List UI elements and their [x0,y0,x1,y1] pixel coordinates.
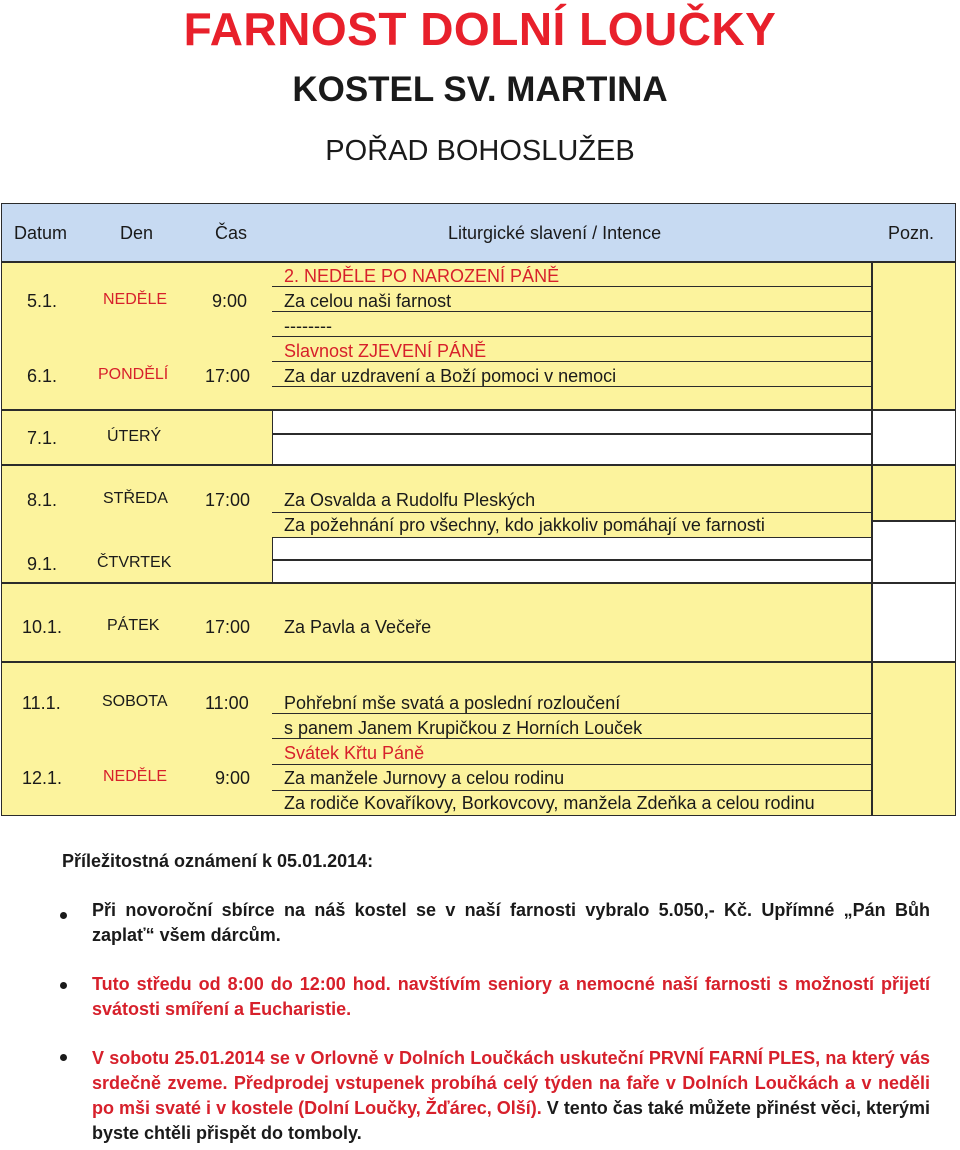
intention-line: Za požehnání pro všechny, kdo jakkoliv pomáhají ve farnosti [284,515,765,535]
time-cell: 17:00 [205,617,251,637]
announcement-item [92,1046,930,1146]
intention-empty-7a [272,410,872,434]
line-rule [272,286,872,287]
intention-empty-7b [272,434,872,465]
date-cell: 11.1. [22,693,61,713]
day-cell: PÁTEK [107,617,160,634]
bullet-icon [60,1054,67,1061]
date-cell: 6.1. [27,366,58,386]
day-cell: NEDĚLE [103,291,168,308]
notes-cell-7 [872,410,956,465]
feast-title: Svátek Křtu Páně [284,743,425,763]
announcement-text-red: V sobotu 25.01.2014 se v Orlovně v Dolních Loučkách uskuteční PRVNÍ FARNÍ PLES, na který vás srdečně zveme. Předprodej vstupenek probíhá celý týden na faře v Dolních Loučkách a v neděli po mši svaté i v kostele (Dolní Loučky, Žďárec, Olší). [92,1048,930,1118]
intention-empty-9a [272,537,872,560]
col-header-day: Den [120,223,154,243]
time-cell: 11:00 [205,693,249,713]
day-cell: NEDĚLE [103,768,168,785]
intention-line: Za manžele Jurnovy a celou rodinu [284,768,565,788]
intention-empty-9b [272,560,872,583]
line-rule [272,512,872,513]
date-cell: 5.1. [27,291,58,311]
intention-line: Za Pavla a Večeře [284,617,432,637]
parish-title: FARNOST DOLNÍ LOUČKY [183,3,777,55]
intention-line: s panem Janem Krupičkou z Horních Louček [284,718,643,738]
announcement-item [92,898,930,948]
line-rule [272,361,872,362]
intention-line: Za dar uzdravení a Boží pomoci v nemoci [284,366,617,386]
date-cell: 12.1. [22,768,63,788]
notes-cell-10 [872,583,956,662]
line-rule [272,738,872,739]
date-cell: 8.1. [27,490,58,510]
line-rule [272,790,872,791]
intention-line: Pohřební mše svatá a poslední rozloučení [284,693,621,713]
date-cell: 9.1. [27,554,58,574]
feast-title: 2. NEDĚLE PO NAROZENÍ PÁNĚ [284,266,560,286]
announcement-text-red: Tuto středu od 8:00 do 12:00 hod. navštívím seniory a nemocné naší farnosti s možností přijetí svátosti smíření a Eucharistie. [92,974,930,1019]
day-cell: SOBOTA [102,693,168,710]
intention-line: Za Osvalda a Rudolfu Pleských [284,490,536,510]
date-cell: 7.1. [27,428,58,448]
mass-schedule-table [0,203,956,816]
time-cell: 17:00 [205,490,251,510]
announcements-heading: Příležitostná oznámení k 05.01.2014: [62,851,374,871]
feast-title: Slavnost ZJEVENÍ PÁNĚ [284,341,487,361]
notes-cell-5-6 [872,262,956,410]
col-header-liturgy: Liturgické slavení / Intence [448,223,662,243]
announcement-item [92,972,930,1022]
col-header-time: Čas [215,223,248,243]
church-subtitle: KOSTEL SV. MARTINA [292,70,668,109]
bullet-icon [60,982,67,989]
date-cell: 10.1. [22,617,63,637]
day-cell: STŘEDA [103,490,168,507]
day-cell: PONDĚLÍ [98,366,169,383]
line-rule [272,311,872,312]
intention-line: Za rodiče Kovaříkovy, Borkovcovy, manžela Zdeňka a celou rodinu [284,793,815,813]
day-cell: ÚTERÝ [107,428,162,445]
col-header-date: Datum [14,223,68,243]
intention-line: Za celou naši farnost [284,291,452,311]
notes-cell-9 [872,521,956,583]
time-cell: 9:00 [215,768,251,788]
announcement-text: V tento čas také můžete přinést věci, kterými byste chtěli přispět do tomboly. [92,1098,930,1143]
line-rule [272,386,872,387]
line-rule [272,336,872,337]
separator-line: -------- [284,316,332,336]
announcement-text: Při novoroční sbírce na náš kostel se v naší farnosti vybralo 5.050,- Kč. Upřímné „Pán Bůh zaplať“ všem dárcům. [92,900,930,945]
time-cell: 9:00 [212,291,248,311]
bullet-icon [60,912,67,919]
col-header-notes: Pozn. [888,223,935,243]
schedule-caption: POŘAD BOHOSLUŽEB [325,135,635,167]
notes-cell-11-12 [872,662,956,816]
day-cell: ČTVRTEK [97,554,172,571]
line-rule [272,764,872,765]
notes-cell-8 [872,465,956,521]
time-cell: 17:00 [205,366,251,386]
line-rule [272,713,872,714]
